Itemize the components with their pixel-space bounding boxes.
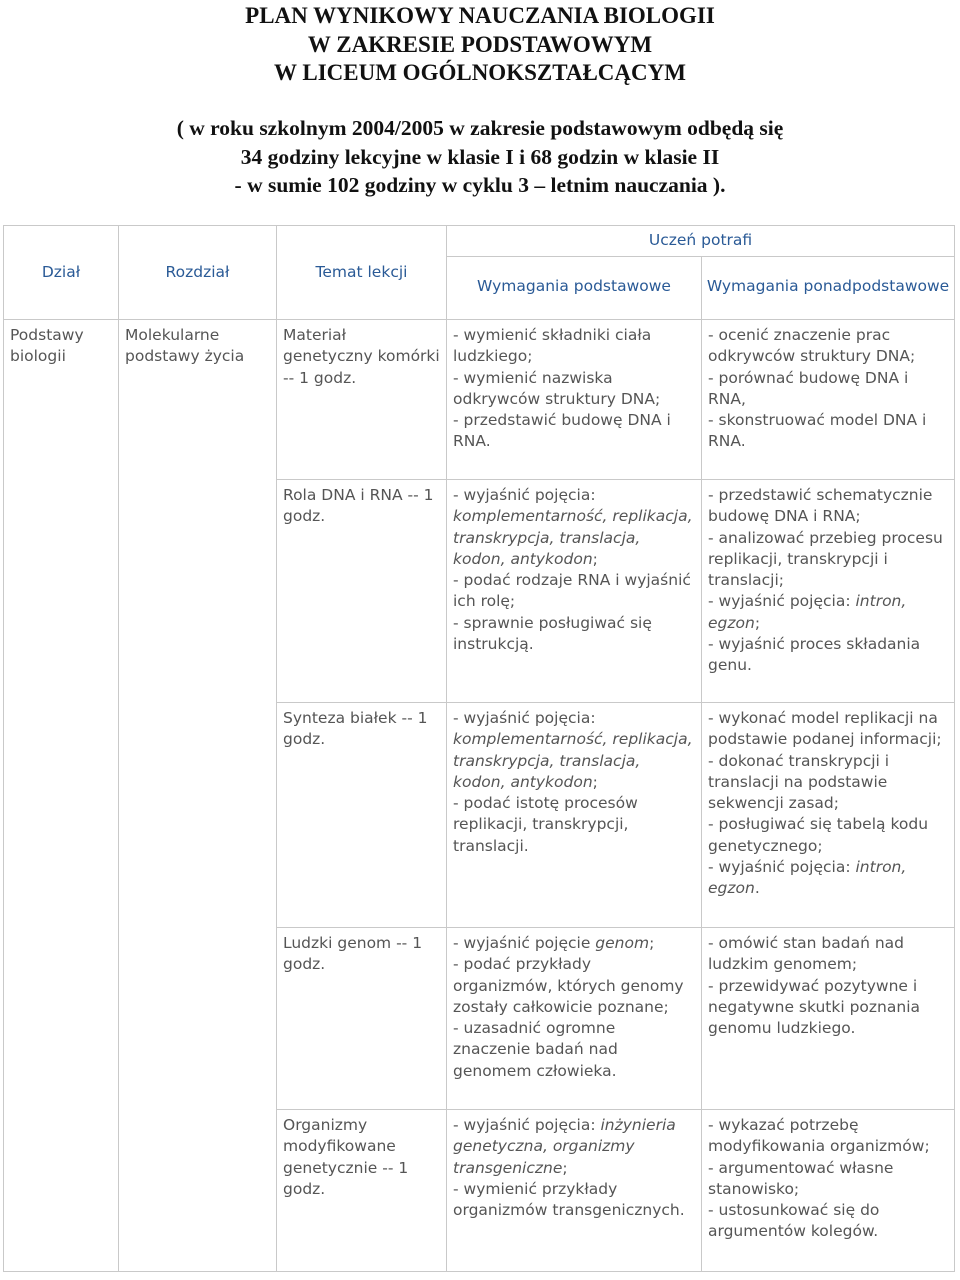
cell-ponadpodstawowe: - wykazać potrzebę modyfikowania organizmów; - argumentować własne stanowisko; - ustosunkować się do argumentów kolegów.: [702, 1110, 955, 1272]
cell-ponadpodstawowe: - wykonać model replikacji na podstawie podanej informacji; - dokonać transkrypcji i translacji na podstawie sekwencji zasad; - posługiwać się tabelą kodu genetycznego; - wyjaśnić pojęcia: intron, egzon.: [702, 703, 955, 928]
title-line: W ZAKRESIE PODSTAWOWYM: [307, 31, 653, 57]
cell-temat: Synteza białek -- 1 godz.: [277, 703, 447, 928]
cell-ponadpodstawowe: - omówić stan badań nad ludzkim genomem; - przewidywać pozytywne i negatywne skutki poznania genomu ludzkiego.: [702, 928, 955, 1110]
title-line: PLAN WYNIKOWY NAUCZANIA BIOLOGII: [245, 3, 715, 28]
document-title: [0, 2, 960, 88]
col-header-rozdzial: Rozdział: [119, 226, 277, 320]
cell-podstawowe: - wyjaśnić pojęcie genom; - podać przykłady organizmów, których genomy zostały całkowicie poznane; - uzasadnić ogromne znaczenie badań nad genomem człowieka.: [447, 928, 702, 1110]
col-header-temat: Temat lekcji: [277, 226, 447, 320]
cell-temat: Ludzki genom -- 1 godz.: [277, 928, 447, 1110]
cell-temat: Materiał genetyczny komórki -- 1 godz.: [277, 320, 447, 480]
col-header-uczen-potrafi: Uczeń potrafi: [447, 226, 955, 257]
table-row: [4, 320, 955, 480]
cell-ponadpodstawowe: - przedstawić schematycznie budowę DNA i RNA; - analizować przebieg procesu replikacji, transkrypcji i translacji; - wyjaśnić pojęcia: intron, egzon; - wyjaśnić proces składania genu.: [702, 480, 955, 703]
col-header-podstawowe: Wymagania podstawowe: [447, 257, 702, 320]
title-line: W LICEUM OGÓLNOKSZTAŁCĄCYM: [274, 60, 686, 85]
cell-podstawowe: - wymienić składniki ciała ludzkiego; - wymienić nazwiska odkrywców struktury DNA; - przedstawić budowę DNA i RNA.: [447, 320, 702, 480]
cell-temat: Organizmy modyfikowane genetycznie -- 1 godz.: [277, 1110, 447, 1272]
col-header-ponadpodstawowe: Wymagania ponadpodstawowe: [702, 257, 955, 320]
cell-podstawowe: - wyjaśnić pojęcia: komplementarność, replikacja, transkrypcja, translacja, kodon, antykodon; - podać istotę procesów replikacji, transkrypcji, translacji.: [447, 703, 702, 928]
subtitle-line: - w sumie 102 godziny w cyklu 3 – letnim nauczania ).: [234, 173, 726, 197]
header-row: [4, 226, 955, 257]
cell-podstawowe: - wyjaśnić pojęcia: komplementarność, replikacja, transkrypcja, translacja, kodon, antykodon; - podać rodzaje RNA i wyjaśnić ich rolę; - sprawnie posługiwać się instrukcją.: [447, 480, 702, 703]
subtitle-line: 34 godziny lekcyjne w klasie I i 68 godzin w klasie II: [240, 144, 720, 169]
subtitle-line: ( w roku szkolnym 2004/2005 w zakresie podstawowym odbędą się: [176, 116, 784, 140]
cell-temat: Rola DNA i RNA -- 1 godz.: [277, 480, 447, 703]
document-subtitle: [0, 114, 960, 200]
cell-podstawowe: - wyjaśnić pojęcia: inżynieria genetyczna, organizmy transgeniczne; - wymienić przykłady organizmów transgenicznych.: [447, 1110, 702, 1272]
cell-rozdzial: Molekularne podstawy życia: [119, 320, 277, 1272]
cell-ponadpodstawowe: - ocenić znaczenie prac odkrywców struktury DNA; - porównać budowę DNA i RNA, - skonstruować model DNA i RNA.: [702, 320, 955, 480]
col-header-dzial: Dział: [4, 226, 119, 320]
cell-dzial: Podstawy biologii: [4, 320, 119, 1272]
plan-table: [3, 225, 955, 1272]
